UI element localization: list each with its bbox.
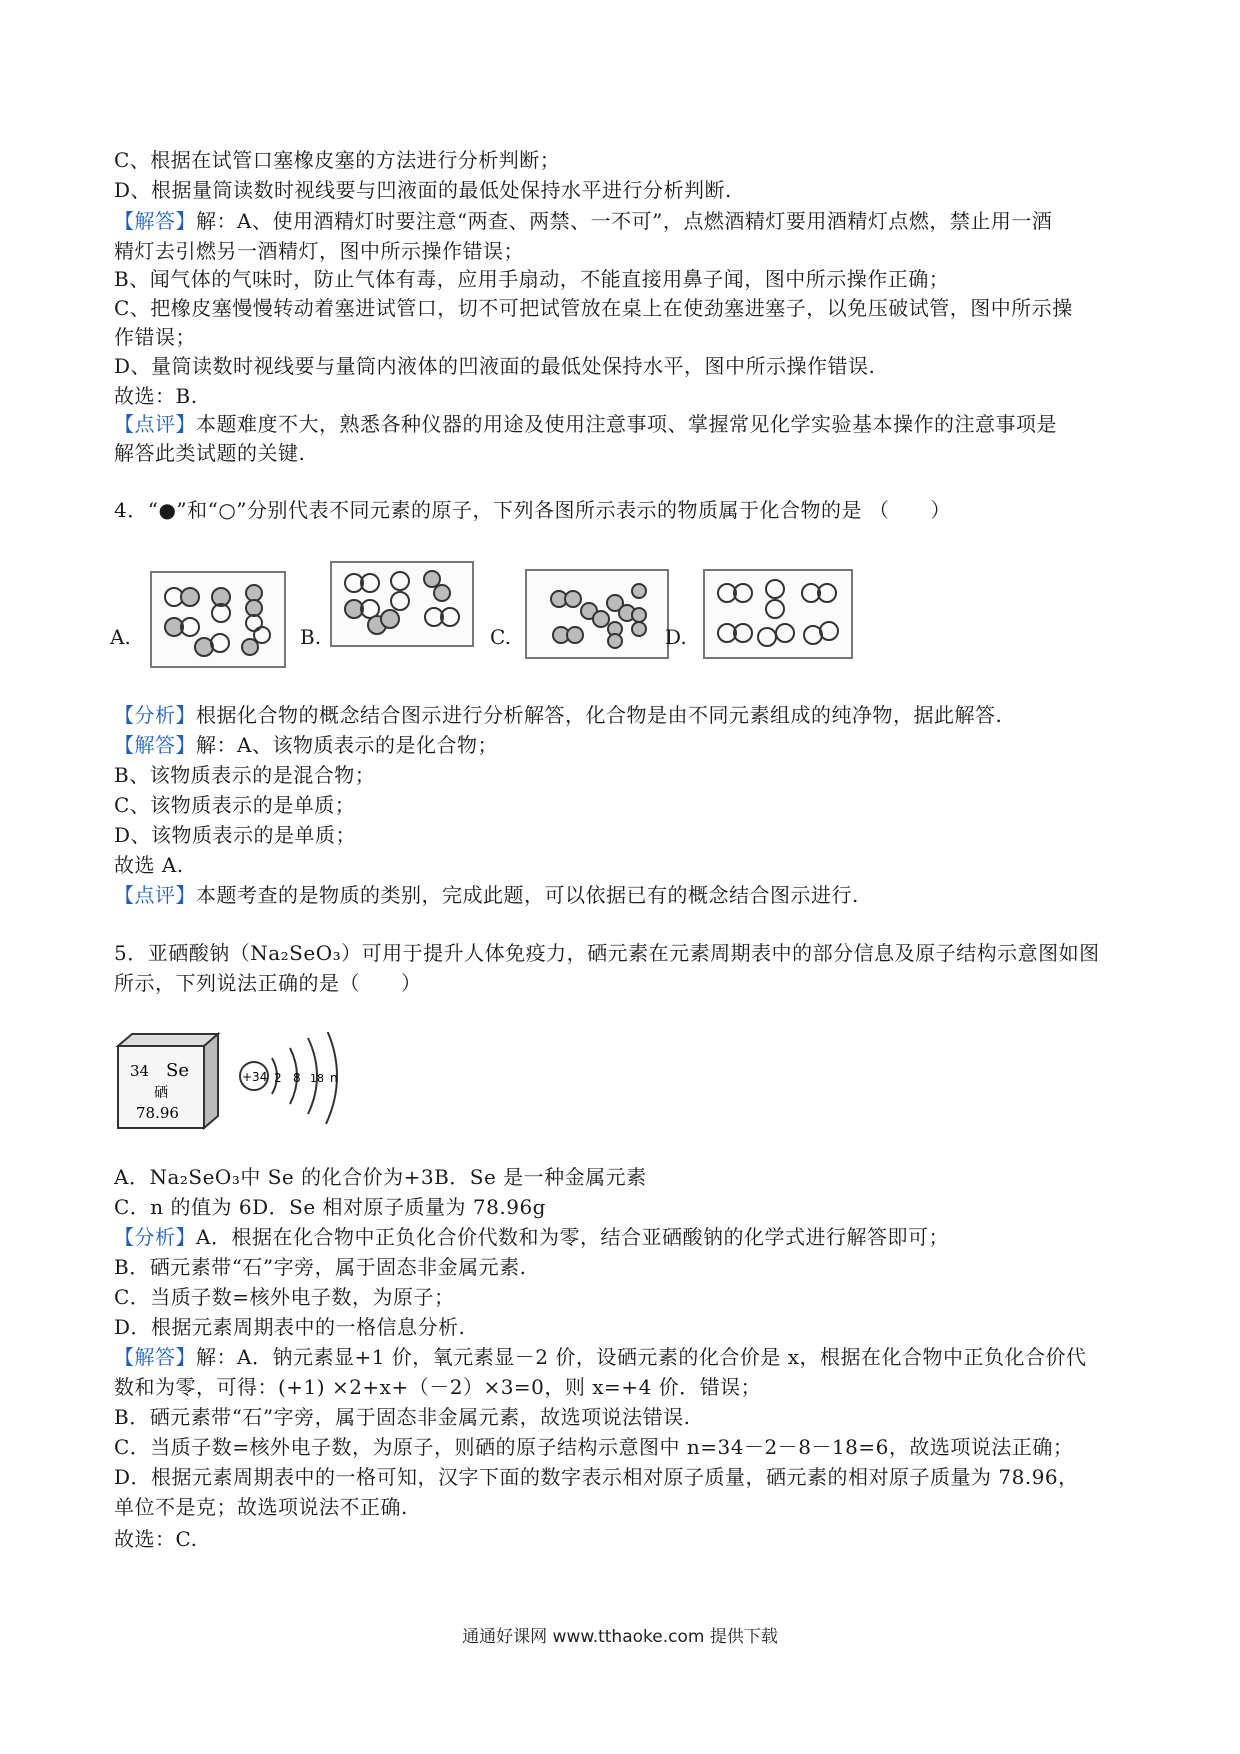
text-line: 故选：B.	[114, 384, 198, 408]
q4-options	[110, 571, 1120, 681]
option-letter: D.	[665, 625, 687, 649]
text-line: 作错误；	[114, 325, 196, 349]
atomic-mass: 78.96	[136, 1104, 179, 1122]
question-5: 所示，下列说法正确的是（ ）	[114, 971, 422, 995]
answer-tag: 【解答】	[114, 733, 196, 757]
text-line: B．硒元素带“石”字旁，属于固态非金属元素.	[114, 1255, 527, 1279]
comment-tag: 【点评】	[114, 883, 196, 907]
text-line: 精灯去引燃另一酒精灯，图中所示操作错误；	[114, 239, 524, 263]
option-letter: B.	[300, 625, 322, 649]
text-line: 解答此类试题的关键.	[114, 441, 306, 465]
molecule-diagram-c	[527, 571, 667, 657]
molecule-box-c	[525, 569, 669, 659]
text-line	[114, 409, 1057, 439]
selenium-diagram	[114, 1032, 374, 1132]
text-line: B、闻气体的气味时，防止气体有毒，应用手扇动，不能直接用鼻子闻，图中所示操作正确；	[114, 267, 950, 291]
text-line: C、把橡皮塞慢慢转动着塞进试管口，切不可把试管放在桌上在使劲塞进塞子，以免压破试管，图中所示操	[114, 296, 1073, 320]
nucleus-charge: +34	[242, 1070, 268, 1084]
shell-3: 18	[310, 1072, 324, 1085]
option-letter: C.	[490, 625, 511, 649]
text-line: C．n 的值为 6D．Se 相对原子质量为 78.96g	[114, 1195, 546, 1219]
molecule-diagram-a	[152, 573, 284, 666]
text-line: D．根据元素周期表中的一格可知，汉字下面的数字表示相对原子质量，硒元素的相对原子质量为 78.96，	[114, 1465, 1079, 1489]
text-line: C．当质子数=核外电子数，为原子；	[114, 1285, 455, 1309]
option-letter: A.	[110, 625, 131, 649]
text-line: 故选：C.	[114, 1527, 198, 1551]
shell-1: 2	[274, 1071, 282, 1085]
text-line	[114, 730, 498, 760]
text-line	[114, 700, 1002, 730]
text-line: 数和为零，可得：(+1) ×2+x+（－2）×3=0，则 x=+4 价．错误；	[114, 1375, 762, 1399]
text-line: D、根据量筒读数时视线要与凹液面的最低处保持水平进行分析判断.	[114, 178, 732, 202]
question-4: 4．“●”和“○”分别代表不同元素的原子，下列各图所示表示的物质属于化合物的是 （ ）	[114, 498, 951, 522]
text-line: D、量筒读数时视线要与量筒内液体的凹液面的最低处保持水平，图中所示操作错误.	[114, 354, 876, 378]
text-line: B、该物质表示的是混合物；	[114, 763, 376, 787]
text-line: 故选 A.	[114, 853, 184, 877]
shell-2: 8	[293, 1071, 301, 1085]
selenium-figure	[114, 1032, 374, 1132]
molecule-box-a	[150, 571, 286, 668]
text-line: A．Na₂SeO₃中 Se 的化合价为+3B．Se 是一种金属元素	[114, 1165, 647, 1189]
text-line	[114, 880, 859, 910]
text-line: C、根据在试管口塞橡皮塞的方法进行分析判断；	[114, 148, 561, 172]
text-line: C．当质子数=核外电子数，为原子，则硒的原子结构示意图中 n=34－2－8－18=6，故选项说法正确；	[114, 1435, 1074, 1459]
answer-tag: 【解答】	[114, 209, 196, 233]
text-span: 本题考查的是物质的类别，完成此题，可以依据已有的概念结合图示进行.	[196, 883, 859, 907]
text-line	[114, 206, 1052, 236]
text-line: 单位不是克；故选项说法不正确.	[114, 1495, 408, 1519]
atomic-number: 34	[130, 1062, 150, 1080]
text-line: D．根据元素周期表中的一格信息分析.	[114, 1315, 466, 1339]
text-span: 解：A、该物质表示的是化合物；	[196, 733, 498, 757]
text-span: A．根据在化合物中正负化合价代数和为零，结合亚硒酸钠的化学式进行解答即可；	[196, 1225, 949, 1249]
text-span: 解：A．钠元素显+1 价，氧元素显－2 价，设硒元素的化合价是 x，根据在化合物中正负化合价代	[196, 1345, 1087, 1369]
element-name: 硒	[154, 1085, 168, 1101]
text-line: D、该物质表示的是单质；	[114, 823, 357, 847]
element-symbol: Se	[166, 1060, 189, 1081]
footer: 通通好课网 www.tthaoke.com 提供下载	[462, 1627, 778, 1647]
comment-tag: 【点评】	[114, 412, 196, 436]
text-line: B．硒元素带“石”字旁，属于固态非金属元素，故选项说法错误.	[114, 1405, 691, 1429]
text-line: C、该物质表示的是单质；	[114, 793, 356, 817]
molecule-box-d	[703, 569, 853, 659]
analysis-tag: 【分析】	[114, 703, 196, 727]
molecule-box-b	[330, 561, 474, 647]
analysis-tag: 【分析】	[114, 1225, 196, 1249]
answer-tag: 【解答】	[114, 1345, 196, 1369]
shell-4: n	[330, 1071, 338, 1085]
text-span: 根据化合物的概念结合图示进行分析解答，化合物是由不同元素组成的纯净物，据此解答.	[196, 703, 1003, 727]
text-span: 解：A、使用酒精灯时要注意“两查、两禁、一不可”，点燃酒精灯要用酒精灯点燃，禁止用一酒	[196, 209, 1053, 233]
text-span: 本题难度不大，熟悉各种仪器的用途及使用注意事项、掌握常见化学实验基本操作的注意事项是	[196, 412, 1057, 436]
text-line	[114, 1222, 949, 1252]
molecule-diagram-b	[332, 563, 472, 645]
molecule-diagram-d	[705, 571, 851, 657]
question-5: 5．亚硒酸钠（Na₂SeO₃）可用于提升人体免疫力，硒元素在元素周期表中的部分信息及原子结构示意图如图	[114, 941, 1100, 965]
text-line	[114, 1342, 1087, 1372]
